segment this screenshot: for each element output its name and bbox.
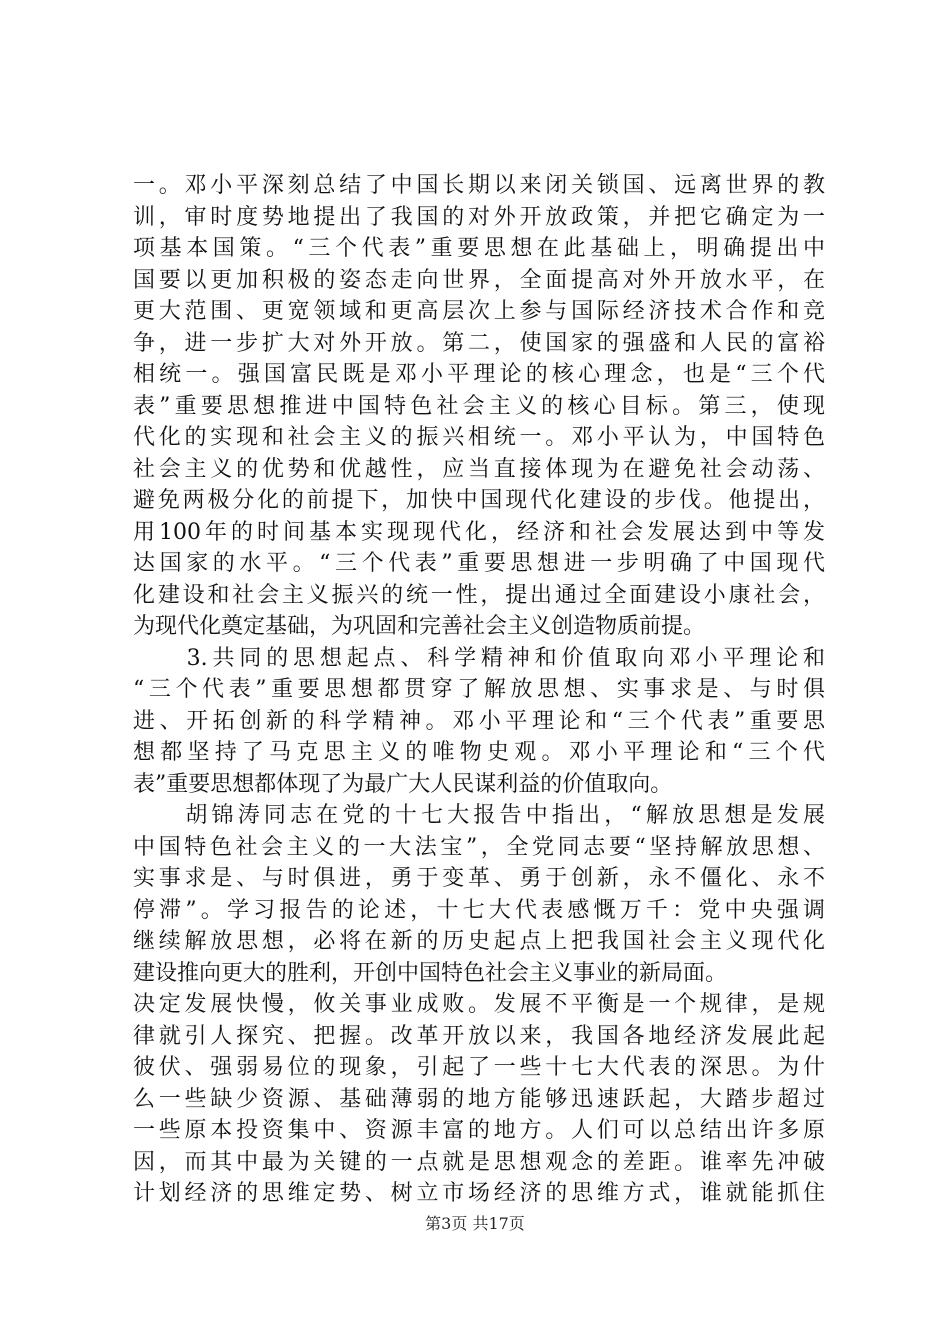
text-line: 胡锦涛同志在党的十七大报告中指出，“解放思想是发展 <box>133 803 825 828</box>
text-line: 更大范围、更宽领域和更高层次上参与国际经济技术合作和竞 <box>133 299 825 324</box>
text-line: 停滞”。学习报告的论述，十七大代表感慨万千：党中央强调 <box>133 897 825 923</box>
text-line: 实事求是、与时俱进，勇于变革、勇于创新，永不僵化、永不 <box>133 866 825 891</box>
text-line: 一。邓小平深刻总结了中国长期以来闭关锁国、远离世界的教 <box>133 173 825 198</box>
text-line: 社会主义的优势和优越性，应当直接体现为在避免社会动荡、 <box>133 456 825 482</box>
text-line: 因，而其中最为关键的一点就是思想观念的差距。谁率先冲破 <box>133 1149 825 1175</box>
text-line: 进、开拓创新的科学精神。邓小平理论和“三个代表”重要思 <box>133 708 825 734</box>
text-line: 为现代化奠定基础，为巩固和完善社会主义创造物质前提。 <box>133 614 706 639</box>
document-body <box>133 170 825 1210</box>
text-line: 么一些缺少资源、基础薄弱的地方能够迅速跃起，大踏步超过 <box>133 1086 825 1112</box>
text-line: 表”重要思想推进中国特色社会主义的核心目标。第三，使现 <box>133 393 825 419</box>
text-line: 3.共同的思想起点、科学精神和价值取向邓小平理论和 <box>133 645 825 671</box>
text-line: 相统一。强国富民既是邓小平理论的核心理念，也是“三个代 <box>133 362 825 387</box>
text-line: 避免两极分化的前提下，加快中国现代化建设的步伐。他提出， <box>133 488 825 513</box>
text-line: 项基本国策。“三个代表”重要思想在此基础上，明确提出中 <box>133 236 825 261</box>
text-line: 争，进一步扩大对外开放。第二，使国家的强盛和人民的富裕 <box>133 330 825 356</box>
text-line: 表”重要思想都体现了为最广大人民谋利益的价值取向。 <box>133 771 673 797</box>
text-line: 达国家的水平。“三个代表”重要思想进一步明确了中国现代 <box>133 551 825 576</box>
text-line: 中国特色社会主义的一大法宝”，全党同志要“坚持解放思想、 <box>133 834 825 860</box>
text-line: 训，审时度势地提出了我国的对外开放政策，并把它确定为一 <box>133 204 825 230</box>
text-line: 国要以更加积极的姿态走向世界，全面提高对外开放水平，在 <box>133 267 825 293</box>
text-line: 代化的实现和社会主义的振兴相统一。邓小平认为，中国特色 <box>133 425 825 450</box>
page-footer: 第3页 共17页 <box>425 1214 525 1233</box>
text-line: 建设推向更大的胜利，开创中国特色社会主义事业的新局面。 <box>133 960 728 986</box>
text-line: 一些原本投资集中、资源丰富的地方。人们可以总结出许多原 <box>133 1118 825 1143</box>
text-line: “三个代表”重要思想都贯穿了解放思想、实事求是、与时俱 <box>133 677 825 702</box>
text-line: 计划经济的思维定势、树立市场经济的思维方式，谁就能抓住 <box>133 1181 825 1206</box>
text-line: 继续解放思想，必将在新的历史起点上把我国社会主义现代化 <box>133 929 825 954</box>
text-line: 想都坚持了马克思主义的唯物史观。邓小平理论和“三个代 <box>133 740 825 765</box>
text-line: 用100年的时间基本实现现代化，经济和社会发展达到中等发 <box>133 519 825 545</box>
text-line: 律就引人探究、把握。改革开放以来，我国各地经济发展此起 <box>133 1023 825 1049</box>
text-line: 决定发展快慢，攸关事业成败。发展不平衡是一个规律，是规 <box>133 992 825 1017</box>
text-line: 彼伏、强弱易位的现象，引起了一些十七大代表的深思。为什 <box>133 1055 825 1080</box>
text-line: 化建设和社会主义振兴的统一性，提出通过全面建设小康社会， <box>133 582 825 608</box>
